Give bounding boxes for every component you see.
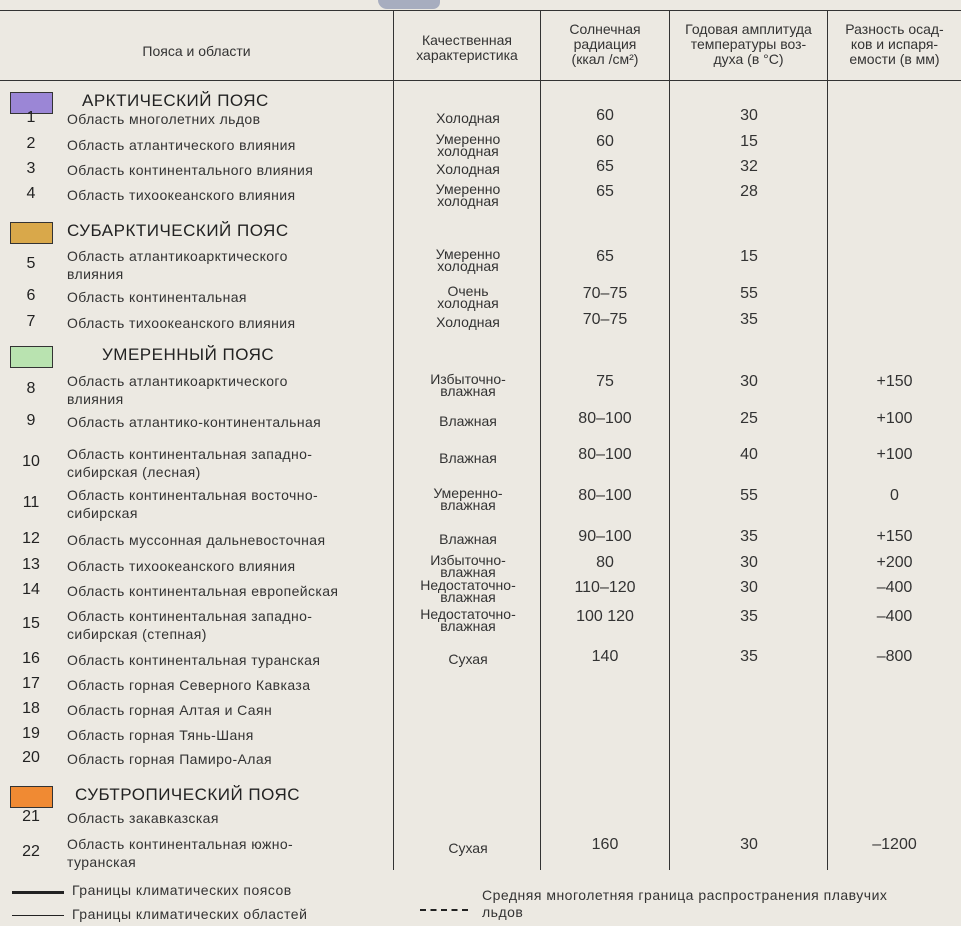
region-solar-radiation: 100 120 xyxy=(576,608,634,625)
region-number: 14 xyxy=(22,581,40,598)
region-temp-amplitude: 35 xyxy=(740,648,758,665)
region-name: Область континентальная xyxy=(67,289,247,305)
region-temp-amplitude: 55 xyxy=(740,487,758,504)
header-quality: Качественная характеристика xyxy=(416,32,518,63)
region-temp-amplitude: 30 xyxy=(740,554,758,571)
zone-title: АРКТИЧЕСКИЙ ПОЯС xyxy=(82,91,269,110)
zone-title: СУБАРКТИЧЕСКИЙ ПОЯС xyxy=(67,221,289,240)
region-name: Область муссонная дальневосточная xyxy=(67,532,326,548)
region-name: Область континентальная туранская xyxy=(67,652,321,668)
region-name: Область атлантико-континентальная xyxy=(67,414,322,430)
region-name: Область горная Северного Кавказа xyxy=(67,677,311,693)
region-quality: Избыточно- влажная xyxy=(430,371,506,399)
region-solar-radiation: 80–100 xyxy=(578,446,632,463)
region-number: 18 xyxy=(22,700,40,717)
region-quality: Недостаточно- влажная xyxy=(420,577,516,605)
region-number: 15 xyxy=(22,615,40,632)
region-temp-amplitude: 30 xyxy=(740,373,758,390)
region-name: Область горная Тянь-Шаня xyxy=(67,727,254,743)
region-solar-radiation: 80–100 xyxy=(578,410,632,427)
region-quality: Влажная xyxy=(439,413,497,429)
region-quality: Холодная xyxy=(436,314,500,330)
header-precip-difference: Разность осад- ков и испаря- емости (в мм) xyxy=(845,21,944,67)
region-name: Область континентального влияния xyxy=(67,162,314,178)
region-number: 10 xyxy=(22,453,40,470)
region-precip-difference: –400 xyxy=(876,579,913,596)
region-temp-amplitude: 35 xyxy=(740,311,758,328)
region-number: 3 xyxy=(26,160,36,177)
zone-title: УМЕРЕННЫЙ ПОЯС xyxy=(102,345,275,364)
region-quality: Недостаточно- влажная xyxy=(420,606,516,634)
region-temp-amplitude: 35 xyxy=(740,608,758,625)
region-number: 6 xyxy=(26,287,36,304)
region-precip-difference: –1200 xyxy=(872,836,917,853)
region-precip-difference: +100 xyxy=(876,446,913,463)
region-solar-radiation: 160 xyxy=(591,836,619,853)
region-precip-difference: –800 xyxy=(876,648,913,665)
zone-color-swatch xyxy=(10,786,53,808)
legend-region-borders: Границы климатических областей xyxy=(72,906,308,922)
region-name: Область атлантикоарктического влияния xyxy=(67,373,288,407)
region-precip-difference: +100 xyxy=(876,410,913,427)
legend-zone-borders: Границы климатических поясов xyxy=(72,882,292,898)
region-name: Область атлантического влияния xyxy=(67,137,296,153)
region-solar-radiation: 140 xyxy=(591,648,619,665)
region-number: 12 xyxy=(22,530,40,547)
region-quality: Умеренно холодная xyxy=(435,181,501,209)
region-solar-radiation: 75 xyxy=(596,373,614,390)
zone-border-line xyxy=(12,891,64,894)
region-quality: Холодная xyxy=(436,110,500,126)
region-temp-amplitude: 30 xyxy=(740,107,758,124)
region-solar-radiation: 60 xyxy=(596,133,614,150)
region-name: Область многолетних льдов xyxy=(67,111,261,127)
region-solar-radiation: 80–100 xyxy=(578,487,632,504)
region-number: 8 xyxy=(26,380,36,397)
region-name: Область тихоокеанского влияния xyxy=(67,187,296,203)
region-quality: Очень холодная xyxy=(437,283,499,311)
region-temp-amplitude: 32 xyxy=(740,158,758,175)
region-number: 4 xyxy=(26,185,36,202)
region-temp-amplitude: 28 xyxy=(740,183,758,200)
region-precip-difference: –400 xyxy=(876,608,913,625)
region-quality: Сухая xyxy=(448,651,488,667)
region-temp-amplitude: 55 xyxy=(740,285,758,302)
region-name: Область континентальная европейская xyxy=(67,583,339,599)
region-name: Область атлантикоарктического влияния xyxy=(67,248,288,282)
region-name: Область тихоокеанского влияния xyxy=(67,558,296,574)
ice-border-line xyxy=(420,909,468,911)
region-solar-radiation: 65 xyxy=(596,248,614,265)
region-quality: Умеренно холодная xyxy=(435,246,501,274)
region-name: Область континентальная восточно- сибирская xyxy=(67,487,319,521)
header-divider xyxy=(0,80,961,81)
region-temp-amplitude: 40 xyxy=(740,446,758,463)
region-quality: Избыточно- влажная xyxy=(430,552,506,580)
legend-ice-border: Средняя многолетняя граница распространения плавучих льдов xyxy=(482,887,888,920)
region-number: 2 xyxy=(26,135,36,152)
region-quality: Умеренно- влажная xyxy=(433,485,503,513)
region-name: Область континентальная западно- сибирская (степная) xyxy=(67,608,313,642)
region-precip-difference: 0 xyxy=(890,487,899,504)
region-name: Область тихоокеанского влияния xyxy=(67,315,296,331)
region-solar-radiation: 70–75 xyxy=(582,311,628,328)
header-zones-regions: Пояса и области xyxy=(142,43,251,59)
region-precip-difference: +200 xyxy=(876,554,913,571)
region-name: Область горная Памиро-Алая xyxy=(67,751,272,767)
region-temp-amplitude: 15 xyxy=(740,133,758,150)
region-border-line xyxy=(12,915,64,916)
region-number: 9 xyxy=(26,412,36,429)
region-number: 13 xyxy=(22,556,40,573)
table-top-border xyxy=(0,0,961,11)
header-solar-radiation: Солнечная радиация (ккал /см²) xyxy=(569,21,641,67)
region-quality: Влажная xyxy=(439,450,497,466)
region-solar-radiation: 70–75 xyxy=(582,285,628,302)
region-quality: Сухая xyxy=(448,840,488,856)
region-temp-amplitude: 35 xyxy=(740,528,758,545)
zone-title: СУБТРОПИЧЕСКИЙ ПОЯС xyxy=(75,785,301,804)
region-solar-radiation: 65 xyxy=(596,183,614,200)
region-solar-radiation: 110–120 xyxy=(574,579,636,596)
map-fragment xyxy=(378,0,440,9)
region-name: Область горная Алтая и Саян xyxy=(67,702,273,718)
region-number: 20 xyxy=(22,749,40,766)
region-number: 19 xyxy=(22,725,40,742)
region-temp-amplitude: 25 xyxy=(740,410,758,427)
region-quality: Холодная xyxy=(436,161,500,177)
zone-color-swatch xyxy=(10,346,53,368)
region-solar-radiation: 65 xyxy=(596,158,614,175)
region-number: 5 xyxy=(26,255,36,272)
region-number: 16 xyxy=(22,650,40,667)
column-divider xyxy=(393,10,394,870)
region-temp-amplitude: 30 xyxy=(740,579,758,596)
region-name: Область континентальная западно- сибирская (лесная) xyxy=(67,446,313,480)
region-temp-amplitude: 30 xyxy=(740,836,758,853)
region-number: 17 xyxy=(22,675,40,692)
region-number: 21 xyxy=(22,808,40,825)
region-solar-radiation: 80 xyxy=(596,554,614,571)
region-precip-difference: +150 xyxy=(876,373,913,390)
region-name: Область закавказская xyxy=(67,810,219,826)
region-quality: Умеренно холодная xyxy=(435,131,501,159)
region-number: 1 xyxy=(26,109,36,126)
header-temp-amplitude: Годовая амплитуда температуры воз- духа (в °С) xyxy=(685,21,812,67)
zone-color-swatch xyxy=(10,222,53,244)
region-solar-radiation: 60 xyxy=(596,107,614,124)
region-number: 7 xyxy=(26,313,36,330)
region-quality: Влажная xyxy=(439,531,497,547)
region-number: 11 xyxy=(22,494,40,511)
region-solar-radiation: 90–100 xyxy=(578,528,632,545)
region-name: Область континентальная южно- туранская xyxy=(67,836,294,870)
region-temp-amplitude: 15 xyxy=(740,248,758,265)
region-number: 22 xyxy=(22,843,40,860)
region-precip-difference: +150 xyxy=(876,528,913,545)
